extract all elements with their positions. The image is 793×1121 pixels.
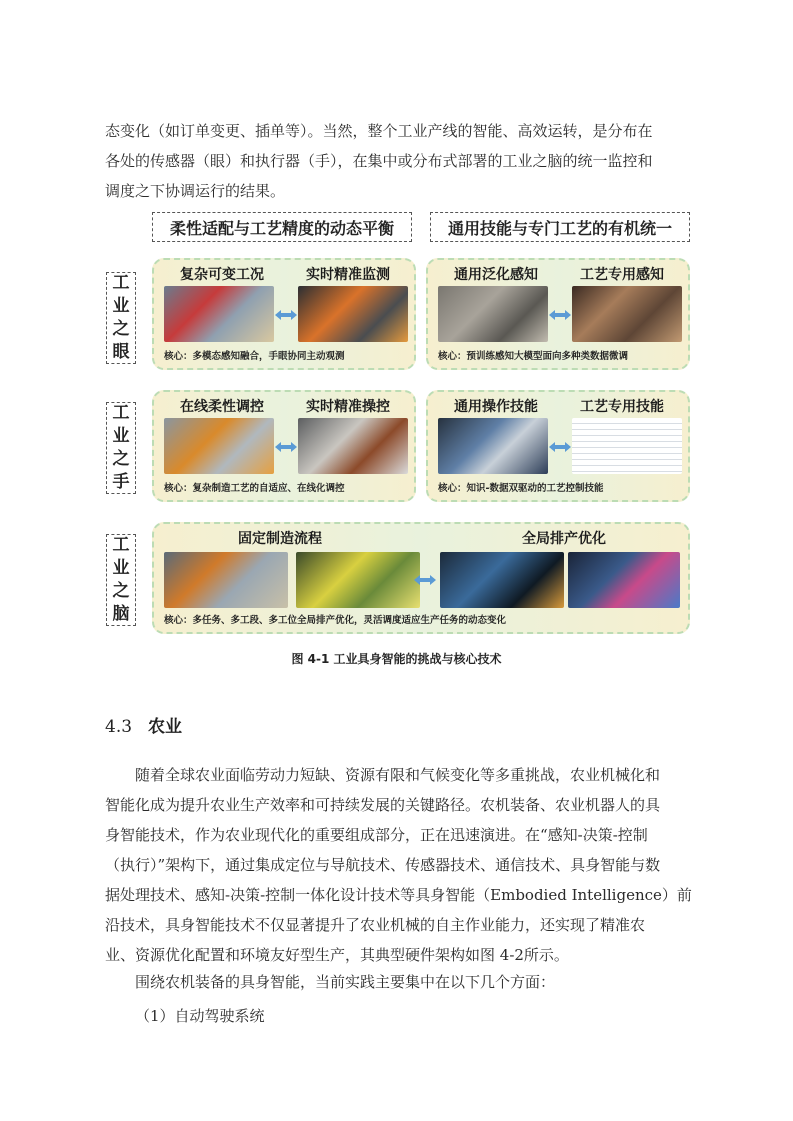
row-label-eye: 工 业 之 眼 <box>106 272 136 364</box>
photo-dashboard <box>568 552 680 608</box>
core-text: 核心：多任务、多工段、多工位全局排产优化，灵活调度适应生产任务的动态变化 <box>164 615 507 626</box>
panel-hand-right <box>426 390 690 502</box>
panel-eye-right <box>426 258 690 370</box>
column-header-left: 柔性适配与工艺精度的动态平衡 <box>152 212 412 242</box>
section-heading <box>105 712 182 737</box>
core-text: 核心：知识-数据双驱动的工艺控制技能 <box>438 483 604 494</box>
photo-car-assembly <box>164 286 274 342</box>
body-line: 随着全球农业面临劳动力短缺、资源有限和气候变化等多重挑战，农业机械化和 <box>135 766 661 784</box>
intro-paragraph <box>105 116 690 206</box>
intro-line: 各处的传感器（眼）和执行器（手），在集中或分布式部署的工业之脑的统一监控和 <box>105 152 653 170</box>
photo-car-robot <box>298 418 408 474</box>
panel-title: 固定制造流程 <box>238 531 322 547</box>
double-arrow-icon <box>275 441 297 453</box>
photo-process-document <box>572 418 682 474</box>
list-item-1: （1）自动驾驶系统 <box>135 1007 265 1025</box>
photo-digital-twin <box>440 552 564 608</box>
panel-title: 工艺专用感知 <box>580 267 664 283</box>
row-label-brain: 工 业 之 脑 <box>106 534 136 626</box>
core-text: 核心：预训练感知大模型面向多种类数据微调 <box>438 351 629 362</box>
section-title: 农业 <box>148 717 183 737</box>
panel-eye-left <box>152 258 416 370</box>
paragraph-2: 围绕农机装备的具身智能，当前实践主要集中在以下几个方面： <box>135 973 556 991</box>
section-number: 4.3 <box>105 717 133 737</box>
double-arrow-icon <box>275 309 297 321</box>
panel-title: 通用泛化感知 <box>454 267 538 283</box>
photo-grinding-machine <box>438 418 548 474</box>
body-line: 据处理技术、感知-决策-控制一体化设计技术等具身智能（Embodied Intelligence）前 <box>105 886 692 904</box>
body-paragraph <box>105 760 690 970</box>
panel-hand-left <box>152 390 416 502</box>
photo-steel-pipes <box>572 286 682 342</box>
column-header-right: 通用技能与专门工艺的有机统一 <box>430 212 690 242</box>
panel-title: 通用操作技能 <box>454 399 538 415</box>
photo-factory-floor <box>164 552 288 608</box>
photo-production-line <box>296 552 420 608</box>
panel-title: 实时精准监测 <box>306 267 390 283</box>
body-line: （执行）”架构下，通过集成定位与导航技术、传感器技术、通信技术、具身智能与数 <box>105 856 661 874</box>
body-line: 沿技术，具身智能技术不仅显著提升了农业机械的自主作业能力，还实现了精准农 <box>105 916 646 934</box>
body-line: 身智能技术，作为农业现代化的重要组成部分，正在迅速演进。在“感知-决策-控制 <box>105 826 648 844</box>
double-arrow-icon <box>549 309 571 321</box>
panel-title: 在线柔性调控 <box>180 399 264 415</box>
double-arrow-icon <box>549 441 571 453</box>
panel-title: 工艺专用技能 <box>580 399 664 415</box>
body-line: 业、资源优化配置和环境友好型生产，其典型硬件架构如图 4-2所示。 <box>105 946 569 964</box>
panel-title: 全局排产优化 <box>522 531 606 547</box>
intro-line: 态变化（如订单变更、插单等）。当然，整个工业产线的智能、高效运转，是分布在 <box>105 122 653 140</box>
row-label-hand: 工 业 之 手 <box>106 402 136 494</box>
body-line: 智能化成为提升农业生产效率和可持续发展的关键路径。农机装备、农业机器人的具 <box>105 796 661 814</box>
panel-title: 复杂可变工况 <box>180 267 264 283</box>
photo-welding-robot <box>298 286 408 342</box>
core-text: 核心：多模态感知融合，手眼协同主动观测 <box>164 351 345 362</box>
photo-robot-line <box>164 418 274 474</box>
core-text: 核心：复杂制造工艺的自适应、在线化调控 <box>164 483 345 494</box>
photo-metal-parts <box>438 286 548 342</box>
double-arrow-icon <box>414 574 436 586</box>
figure-caption: 图 4-1 工业具身智能的挑战与核心技术 <box>291 652 502 666</box>
panel-brain <box>152 522 690 634</box>
panel-title: 实时精准操控 <box>306 399 390 415</box>
intro-line: 调度之下协调运行的结果。 <box>105 182 286 200</box>
